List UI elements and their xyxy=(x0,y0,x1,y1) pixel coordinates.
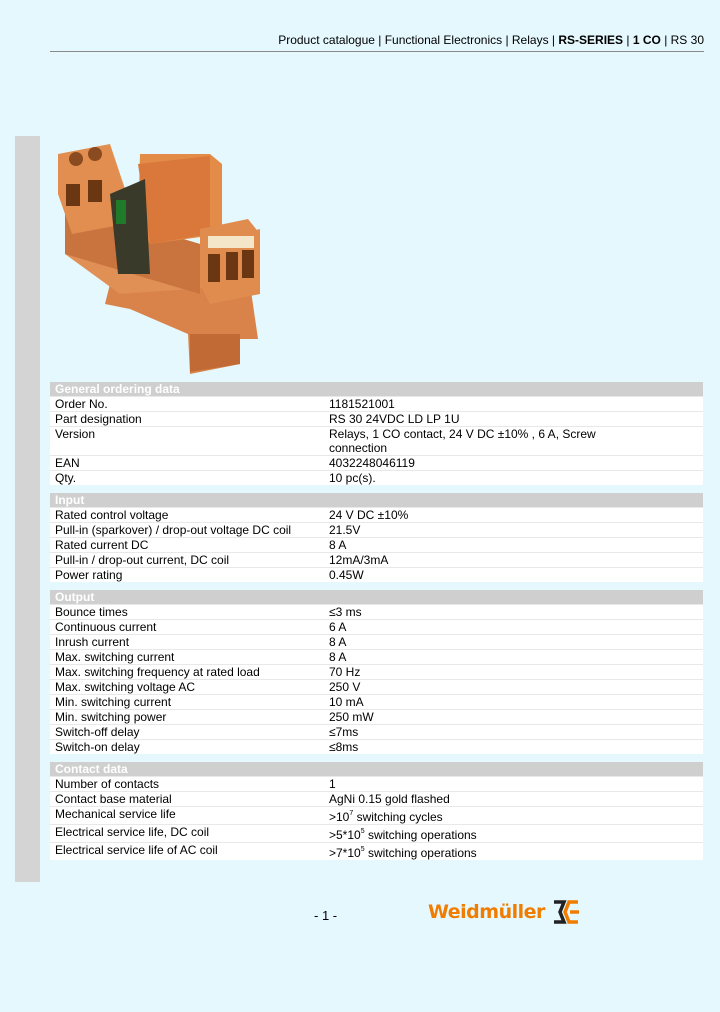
brand-name: Weidmüller xyxy=(428,901,545,923)
spec-value: 10 mA xyxy=(329,695,364,709)
spec-value: ≤7ms xyxy=(329,725,359,739)
spec-row xyxy=(50,396,703,411)
breadcrumb-part[interactable]: Product catalogue | Functional Electronics | Relays | xyxy=(278,33,559,47)
spec-label: Max. switching current xyxy=(55,650,175,664)
spec-label: Rated control voltage xyxy=(55,508,169,522)
spec-label: Min. switching power xyxy=(55,710,167,724)
spec-row xyxy=(50,739,703,754)
spec-label: Part designation xyxy=(55,412,142,426)
spec-value-unit: switching operations xyxy=(364,846,477,860)
spec-label: Electrical service life, DC coil xyxy=(55,825,210,839)
spec-value: 0.45W xyxy=(329,568,364,582)
spec-row xyxy=(50,507,703,522)
breadcrumb-contact[interactable]: 1 CO xyxy=(632,33,661,47)
spec-value-base: >7*10 xyxy=(329,846,361,860)
spec-label: Min. switching current xyxy=(55,695,172,709)
spec-section xyxy=(50,590,703,754)
breadcrumb-sep: | xyxy=(623,33,633,47)
spec-value-exponent: 5 xyxy=(360,828,365,835)
weidmuller-logo-icon xyxy=(551,899,581,925)
spec-row xyxy=(50,604,703,619)
spec-label: Inrush current xyxy=(55,635,130,649)
breadcrumb xyxy=(278,33,704,47)
breadcrumb-series[interactable]: RS-SERIES xyxy=(558,33,624,47)
spec-value-unit: switching cycles xyxy=(353,810,443,824)
spec-value: 8 A xyxy=(329,650,347,664)
spec-label: Max. switching frequency at rated load xyxy=(55,665,260,679)
brand-logo xyxy=(428,899,581,925)
spec-row xyxy=(50,842,703,860)
spec-label: Rated current DC xyxy=(55,538,149,552)
spec-value: 6 A xyxy=(329,620,347,634)
spec-value: 24 V DC ±10% xyxy=(329,508,409,522)
spec-row xyxy=(50,567,703,582)
spec-value-unit: switching operations xyxy=(364,828,477,842)
spec-value: 8 A xyxy=(329,635,347,649)
header-divider xyxy=(50,51,704,52)
spec-label: Continuous current xyxy=(55,620,157,634)
section-header: General ordering data xyxy=(50,382,703,396)
spec-row xyxy=(50,824,703,842)
spec-value: 10 pc(s). xyxy=(329,471,376,485)
spec-value xyxy=(329,843,703,860)
spec-value: AgNi 0.15 gold flashed xyxy=(329,792,450,806)
spec-value: 250 V xyxy=(329,680,361,694)
spec-label: Pull-in / drop-out current, DC coil xyxy=(55,553,230,567)
spec-value xyxy=(329,825,703,842)
spec-value-exponent: 7 xyxy=(349,810,354,817)
breadcrumb-product[interactable]: | RS 30 xyxy=(660,33,704,47)
spec-table xyxy=(50,382,703,868)
spec-value-exponent: 5 xyxy=(360,846,365,853)
spec-value: RS 30 24VDC LD LP 1U xyxy=(329,412,460,426)
spec-label: EAN xyxy=(55,456,80,470)
spec-label: Version xyxy=(55,427,96,441)
spec-value: ≤8ms xyxy=(329,740,359,754)
spec-row xyxy=(50,709,703,724)
spec-value: 250 mW xyxy=(329,710,374,724)
section-header: Input xyxy=(50,493,703,507)
page-number: - 1 - xyxy=(314,908,338,923)
spec-row xyxy=(50,649,703,664)
spec-value: Relays, 1 CO contact, 24 V DC ±10% , 6 A, Screw connection xyxy=(329,427,596,455)
spec-row xyxy=(50,724,703,739)
spec-label: Qty. xyxy=(55,471,77,485)
spec-row xyxy=(50,411,703,426)
spec-row xyxy=(50,806,703,824)
spec-value: 4032248046119 xyxy=(329,456,415,470)
spec-label: Number of contacts xyxy=(55,777,160,791)
spec-value: 8 A xyxy=(329,538,347,552)
spec-row xyxy=(50,470,703,485)
spec-value: 70 Hz xyxy=(329,665,361,679)
side-bar xyxy=(15,136,40,882)
spec-row xyxy=(50,552,703,567)
spec-value: ≤3 ms xyxy=(329,605,362,619)
spec-section xyxy=(50,382,703,485)
spec-row xyxy=(50,694,703,709)
section-header: Contact data xyxy=(50,762,703,776)
spec-row xyxy=(50,455,703,470)
spec-value-base: >5*10 xyxy=(329,828,361,842)
spec-value: 1181521001 xyxy=(329,397,395,411)
spec-label: Switch-off delay xyxy=(55,725,140,739)
spec-value: 21.5V xyxy=(329,523,361,537)
spec-value-base: >10 xyxy=(329,810,350,824)
spec-section xyxy=(50,762,703,860)
spec-label: Max. switching voltage AC xyxy=(55,680,196,694)
spec-label: Electrical service life of AC coil xyxy=(55,843,218,857)
spec-label: Power rating xyxy=(55,568,123,582)
spec-label: Contact base material xyxy=(55,792,172,806)
spec-row xyxy=(50,426,703,455)
spec-row xyxy=(50,619,703,634)
relay-module-image xyxy=(50,134,270,374)
spec-label: Order No. xyxy=(55,397,108,411)
spec-label: Bounce times xyxy=(55,605,128,619)
spec-row xyxy=(50,679,703,694)
section-header: Output xyxy=(50,590,703,604)
spec-row xyxy=(50,522,703,537)
spec-value xyxy=(329,807,703,824)
spec-row xyxy=(50,634,703,649)
spec-label: Switch-on delay xyxy=(55,740,140,754)
spec-row xyxy=(50,791,703,806)
spec-value: 12mA/3mA xyxy=(329,553,389,567)
spec-row xyxy=(50,664,703,679)
spec-section xyxy=(50,493,703,582)
spec-row xyxy=(50,776,703,791)
spec-label: Mechanical service life xyxy=(55,807,176,821)
spec-value: 1 xyxy=(329,777,336,791)
spec-row xyxy=(50,537,703,552)
spec-label: Pull-in (sparkover) / drop-out voltage DC coil xyxy=(55,523,292,537)
